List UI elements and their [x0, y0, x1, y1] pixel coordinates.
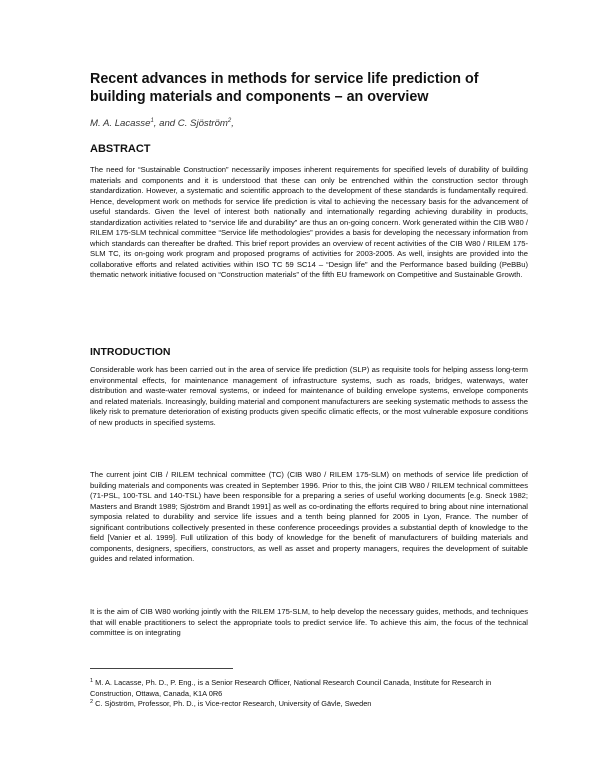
abstract-heading: ABSTRACT — [90, 143, 151, 155]
author-1-footnote-mark[interactable]: 1 — [150, 118, 154, 124]
footnote-1-mark: 1 — [90, 678, 94, 684]
abstract-paragraph: The need for “Sustainable Construction” necessarily imposes inherent requirements for specified levels of durability of building materials and components and it is understood that these can only be entrenched within the construction sector through standardization. However, a systematic and scientific approach to the development of these standards is fundamentally required. Hence, development work on methods for service life prediction is vital to achieving the necessary basis for the advancement of useful standards. Given the level of interest both nationally and internationally regarding achieving durability in products, standardization activities related to “service life and durability” are thus an on-going concern. Work generated within the CIB W80 / RILEM 175-SLM technical committee “Service life methodologies” provides a basis for developing the necessary information from which standards can thereafter be drafted. This brief report provides an overview of recent activities of the CIB W80 / RILEM 175-SLM TC, its on-going work program and proposed programs of activities for 2003-2005. As well, insights are provided into the collaborative efforts and related activities within ISO TC 59 SC14 – “Design life” and the Performance based building (PeBBu) thematic network initiative focused on “Construction materials” of the fifth EU framework on Competitive and Sustainable Growth. — [90, 165, 528, 280]
footnote-divider — [90, 668, 233, 669]
author-2-footnote-mark[interactable]: 2 — [227, 118, 232, 124]
author-separator: , and — [153, 118, 178, 130]
introduction-paragraph-3: It is the aim of CIB W80 working jointly with the RILEM 175-SLM, to help develop the necessary guides, methods, and techniques that will enable practitioners to select the appropriate tools to predict service life. To achieve this aim, the focus of the technical committee is on integrating — [90, 607, 528, 638]
footnote-2 — [90, 697, 530, 710]
introduction-heading: INTRODUCTION — [90, 346, 171, 358]
footnote-1-text: M. A. Lacasse, Ph. D., P. Eng., is a Senior Research Officer, National Research Council Canada, Institute for Research in Construction, Ottawa, Canada, K1A 0R6 — [90, 678, 492, 698]
footnote-2-text: C. Sjöström, Professor, Ph. D., is Vice-rector Research, University of Gävle, Sweden — [95, 699, 372, 708]
author-2: C. Sjöström — [177, 118, 228, 130]
paper-title: Recent advances in methods for service life prediction of building materials and components – an overview — [90, 71, 479, 105]
introduction-paragraph-1: Considerable work has been carried out in the area of service life prediction (SLP) as requisite tools for helping assess long-term environmental effects, for maintenance management of infrastructure systems, such as roads, bridges, waterways, water distribution and waste-water removal systems, or indeed for maintenance of building envelope systems, envelope components and related materials. Increasingly, building material and component manufacturers are seeking systematic methods to assess the likely risk to premature deterioration of existing products given specific climatic effects, or the most vulnerable exposure conditions of new products in specified systems. — [90, 365, 528, 427]
footnote-2-mark: 2 — [90, 699, 94, 705]
footnote-1 — [90, 676, 530, 699]
author-line — [90, 118, 530, 129]
introduction-paragraph-2: The current joint CIB / RILEM technical committee (TC) (CIB W80 / RILEM 175-SLM) on methods of service life prediction of building materials and components was created in September 1996. Prior to this, the joint CIB W80 / RILEM technical committees (71-PSL, 100-TSL and 140-TSL) have been responsible for a preparing a series of useful working documents [e.g. Sneck 1982; Masters and Brandt 1989; Sjöström and Brandt 1991] as well as co-ordinating the efforts required to bring about nine international symposia related to durability and service life issues and a tenth being planned for 2005 in Lyon, France. The number of significant contributions collectively presented in these conference proceedings provides a substantial depth of knowledge to the field [Vanier et al. 1999]. Full utilization of this body of knowledge for the benefit of manufacturers of building materials and components, designers, specifiers, constructors, as well as asset and property managers, requires the development of suitable guides and related information. — [90, 470, 528, 564]
author-trailing: , — [231, 118, 234, 130]
author-1: M. A. Lacasse — [90, 118, 151, 130]
